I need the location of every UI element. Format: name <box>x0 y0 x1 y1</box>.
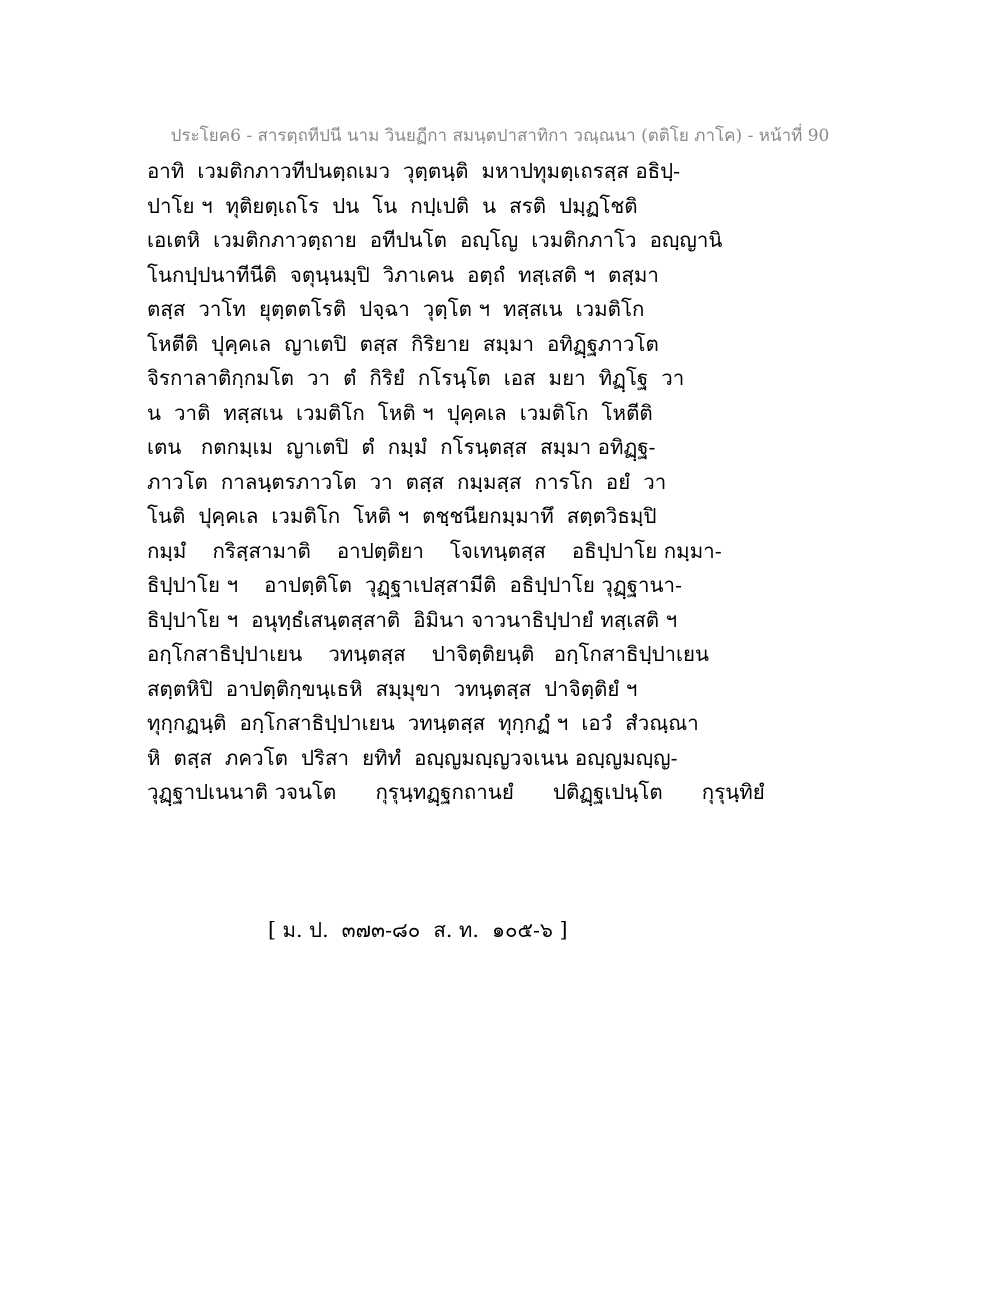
text-line: น วาติ ทสฺสเน เวมติโก โหติ ฯ ปุคฺคเล เวมติโก โหตีติ <box>147 400 653 425</box>
text-line: ทุกฺกฏนฺติ อกฺโกสาธิปฺปาเยน วทนฺตสฺส ทุกฺกฏํ ฯ เอวํ สํวณฺณา <box>147 711 699 735</box>
reference-citation: [ ม. ป. ๓๗๓-๘๐ ส. ท. ๑๐๕-๖ ] <box>268 918 568 942</box>
text-line: ธิปฺปาโย ฯ อาปตฺติโต วุฏฺฐาเปสฺสามีติ อธิปฺปาโย วุฏฺฐานา- <box>147 573 682 597</box>
text-line: กมฺมํ กริสฺสามาติ อาปตฺติยา โจเทนฺตสฺส อธิปฺปาโย กมฺมา- <box>147 538 722 563</box>
text-line: เอเตหิ เวมติกภาวตฺถาย อทีปนโต อญฺโญ เวมติกภาโว อญฺญานิ <box>147 228 723 252</box>
page-header <box>0 122 1000 150</box>
text-line: อาทิ เวมติกภาวทีปนตฺถเมว วุตฺตนฺติ มหาปทุมตฺเถรสฺส อธิปฺ- <box>147 159 681 183</box>
body-text <box>147 154 867 810</box>
text-line: โนติ ปุคฺคเล เวมติโก โหติ ฯ ตชฺชนียกมฺมาทึ สตฺตวิธมฺปิ <box>147 504 657 528</box>
text-line: อกฺโกสาธิปฺปาเยน วทนฺตสฺส ปาจิตฺติยนฺติ อกฺโกสาธิปฺปาเยน <box>147 642 710 666</box>
text-line: หิ ตสฺส ภควโต ปริสา ยทิทํ อญฺญมญฺญวจเนน อญฺญมญฺญ- <box>147 745 678 770</box>
text-line: จิรกาลาติกฺกมโต วา ตํ กิริยํ กโรนฺโต เอส มยา ทิฏฺโฐ วา <box>147 366 685 390</box>
header-text: ประโยค6 - สารตฺถทีปนี นาม วินยฏีกา สมนฺตปาสาทิกา วณฺณนา (ตติโย ภาโค) - หน้าที่ 90 <box>170 126 830 146</box>
text-line: ปาโย ฯ ทุติยตฺเถโร ปน โน กปฺเปติ น สรติ ปมฺฏโชติ <box>147 193 638 218</box>
text-line: สตฺตหิปิ อาปตฺติกฺขนฺเธหิ สมฺมุขา วทนฺตสฺส ปาจิตฺติยํ ฯ <box>147 676 638 701</box>
text-line: โนกปฺปนาทีนีติ จตุนฺนมฺปิ วิภาเคน อตฺถํ ทสฺเสติ ฯ ตสฺมา <box>147 262 659 287</box>
text-line: เตน กตกมฺเม ญาเตปิ ตํ กมฺมํ กโรนฺตสฺส สมฺมา อทิฏฺฐ- <box>147 435 656 459</box>
text-line: ธิปฺปาโย ฯ อนุทฺธํเสนฺตสฺสาติ อิมินา จาวนาธิปฺปายํ ทสฺเสติ ฯ <box>147 607 678 632</box>
text-line: ภาวโต กาลนฺตรภาวโต วา ตสฺส กมฺมสฺส การโก อยํ วา <box>147 469 667 494</box>
text-line: วุฏฺฐาปเนนาติ วจนโต กุรุนฺทฏฺฐกถานยํ ปติฏฺฐเปนฺโต กุรุนฺทิยํ <box>147 780 765 804</box>
text-line: โหตีติ ปุคฺคเล ญาเตปิ ตสฺส กิริยาย สมฺมา อทิฏฺฐภาวโต <box>147 331 659 356</box>
text-line: ตสฺส วาโท ยุตฺตตโรติ ปจฺฉา วุตฺโต ฯ ทสฺสเน เวมติโก <box>147 297 645 321</box>
